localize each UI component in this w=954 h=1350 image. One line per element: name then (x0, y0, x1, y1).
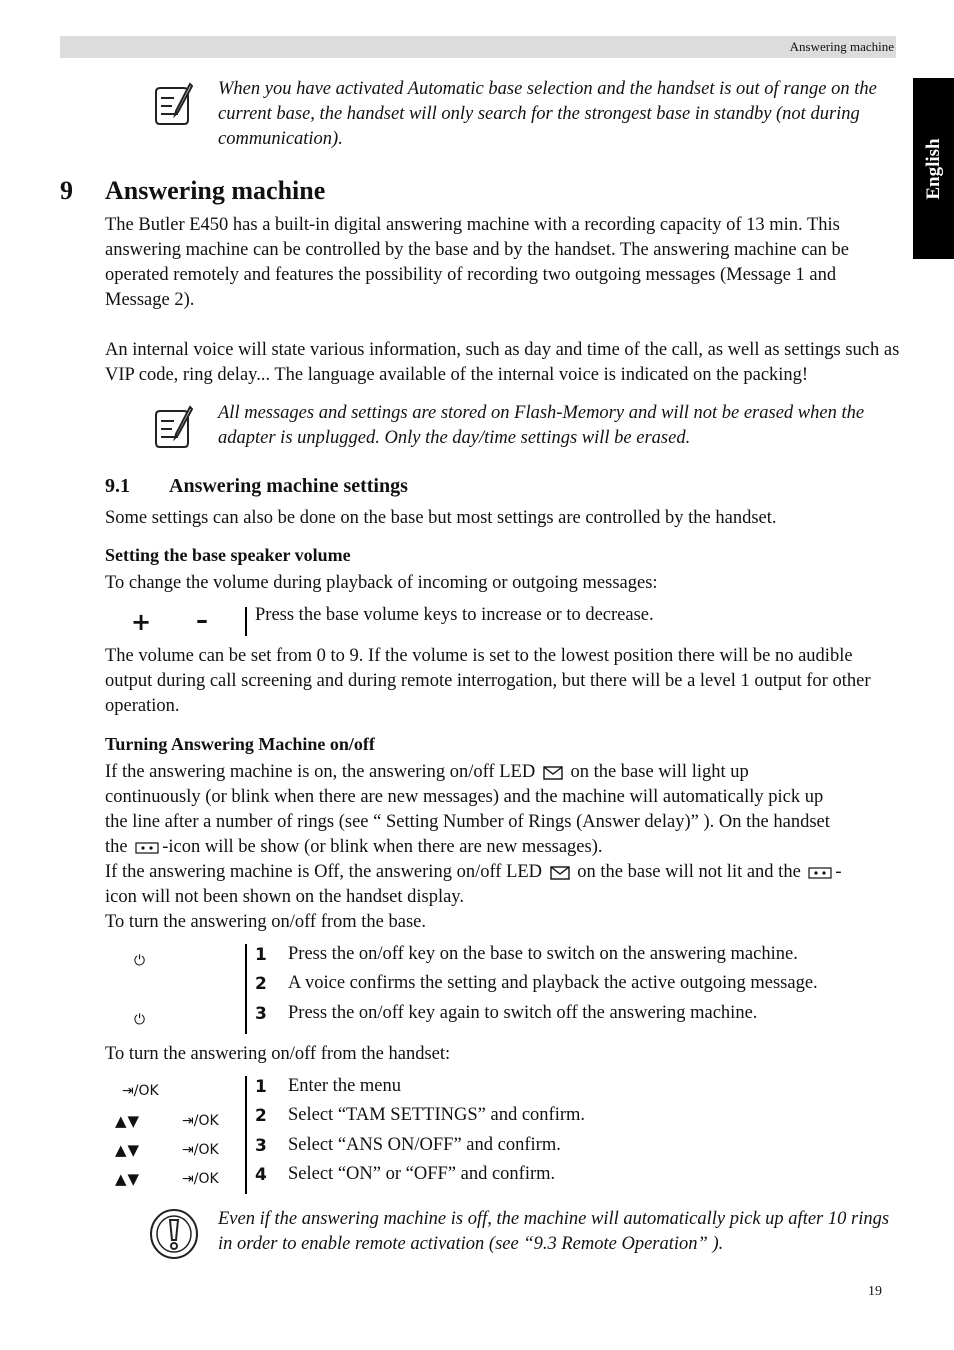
step-number: 3 (255, 1136, 267, 1156)
power-key-icon: ⏻ (134, 953, 146, 969)
up-down-keys-icon: ▲▼ (115, 1170, 141, 1188)
note-pencil-icon (148, 405, 196, 453)
step-number: 2 (255, 974, 267, 994)
onoff-text: If the answering machine is on, the answering on/off LED (105, 762, 536, 782)
onoff-description (105, 760, 900, 935)
warning-exclamation-icon (149, 1208, 199, 1260)
voice-text: An internal voice will state various information, such as day and time of the call, as well as settings such as VIP code, ring delay... The language available of the internal voice is indicated on the packing! (105, 340, 900, 385)
ok-label: /OK (133, 1083, 159, 1099)
ok-label: /OK (193, 1113, 219, 1129)
enter-arrow-icon: ⇥ (182, 1142, 194, 1158)
language-tab (913, 78, 954, 259)
onoff-heading: Turning Answering Machine on/off (105, 734, 375, 754)
onoff-text: continuously (or blink when there are new messages) and the machine will automatically pick up (105, 787, 824, 807)
page-number: 19 (868, 1284, 882, 1299)
menu-ok-key (122, 1083, 159, 1099)
subsection-title: Answering machine settings (169, 475, 408, 497)
volume-minus-key: – (196, 606, 208, 634)
onoff-text: on the base will light up (570, 762, 749, 782)
step-number: 2 (255, 1106, 267, 1126)
ok-key (182, 1113, 219, 1129)
enter-arrow-icon: ⇥ (182, 1171, 194, 1187)
steps-divider (245, 944, 247, 1034)
envelope-led-icon (543, 766, 563, 780)
step-number: 1 (255, 945, 267, 965)
volume-instruction: Press the base volume keys to increase or to decrease. (255, 605, 654, 625)
volume-intro: To change the volume during playback of incoming or outgoing messages: (105, 573, 658, 593)
warning-note: Even if the answering machine is off, the machine will automatically pick up after 10 rings in order to enable remote activation (see “9.3 Remote Operation” ). (218, 1209, 890, 1254)
intro-paragraph (105, 213, 900, 313)
onoff-text: If the answering machine is Off, the answering on/off LED (105, 862, 543, 882)
onoff-text: on the base will not lit and the (577, 862, 801, 882)
envelope-led-icon (550, 866, 570, 880)
settings-intro: Some settings can also be done on the base but most settings are controlled by the handset. (105, 508, 777, 528)
step-number: 4 (255, 1165, 267, 1185)
intro-text: The Butler E450 has a built-in digital answering machine with a recording capacity of 13 min. This answering machine can be controlled by the base and by the handset. The answering machine can be operated remotely and features the possibility of recording two outgoing messages (Message 1 and Message 2). (105, 215, 850, 310)
note-pencil-icon (148, 82, 196, 130)
subsection-number: 9.1 (105, 475, 130, 497)
power-key-icon: ⏻ (134, 1012, 146, 1028)
language-tab-label: English (922, 137, 944, 200)
step-text: Press the on/off key on the base to switch on the answering machine. (288, 944, 798, 964)
step-text: Select “TAM SETTINGS” and confirm. (288, 1105, 586, 1125)
section-heading-9-1 (105, 475, 408, 498)
step-text: Enter the menu (288, 1076, 402, 1096)
step-number: 1 (255, 1077, 267, 1097)
volume-plus-key: + (131, 608, 152, 636)
enter-arrow-icon: ⇥ (122, 1083, 134, 1099)
header-bar (60, 36, 896, 58)
onoff-text: icon will not been shown on the handset display. (105, 887, 464, 907)
up-down-keys-icon: ▲▼ (115, 1141, 141, 1159)
steps-divider (245, 1076, 247, 1194)
tape-icon (808, 867, 832, 879)
tape-icon (135, 842, 159, 854)
step-text: Select “ANS ON/OFF” and confirm. (288, 1135, 561, 1155)
section-heading-9 (60, 176, 325, 206)
onoff-text: the line after a number of rings (see “ Setting Number of Rings (Answer delay)” ). On the handset (105, 812, 830, 832)
onoff-text: -icon will be show (or blink when there are new messages). (162, 837, 603, 857)
step-text: Press the on/off key again to switch off the answering machine. (288, 1003, 758, 1023)
section-title: Answering machine (105, 176, 326, 205)
up-down-keys-icon: ▲▼ (115, 1112, 141, 1130)
section-number: 9 (60, 176, 73, 205)
onoff-text: To turn the answering on/off from the base. (105, 912, 427, 932)
step-text: A voice confirms the setting and playback the active outgoing message. (288, 973, 818, 993)
note-automatic-base: When you have activated Automatic base selection and the handset is out of range on the current base, the handset will only search for the strongest base in standby (not during communication). (218, 79, 877, 149)
onoff-text: - (835, 862, 842, 882)
ok-key (182, 1171, 219, 1187)
ok-key (182, 1142, 219, 1158)
voice-paragraph (105, 338, 900, 388)
note-flash-memory: All messages and settings are stored on Flash-Memory and will not be erased when the adapter is unplugged. Only the day/time settings will be erased. (218, 403, 865, 448)
volume-description: The volume can be set from 0 to 9. If the volume is set to the lowest position there will be no audible output during call screening and during remote interrogation, but there will be a level 1 output for other operation. (105, 646, 871, 716)
handset-intro: To turn the answering on/off from the handset: (105, 1044, 451, 1064)
step-number: 3 (255, 1004, 267, 1024)
onoff-text: the (105, 837, 128, 857)
enter-arrow-icon: ⇥ (182, 1113, 194, 1129)
step-text: Select “ON” or “OFF” and confirm. (288, 1164, 556, 1184)
ok-label: /OK (193, 1171, 219, 1187)
ok-label: /OK (193, 1142, 219, 1158)
instruction-divider (245, 607, 247, 636)
running-header: Answering machine (789, 39, 894, 54)
volume-heading: Setting the base speaker volume (105, 545, 351, 565)
